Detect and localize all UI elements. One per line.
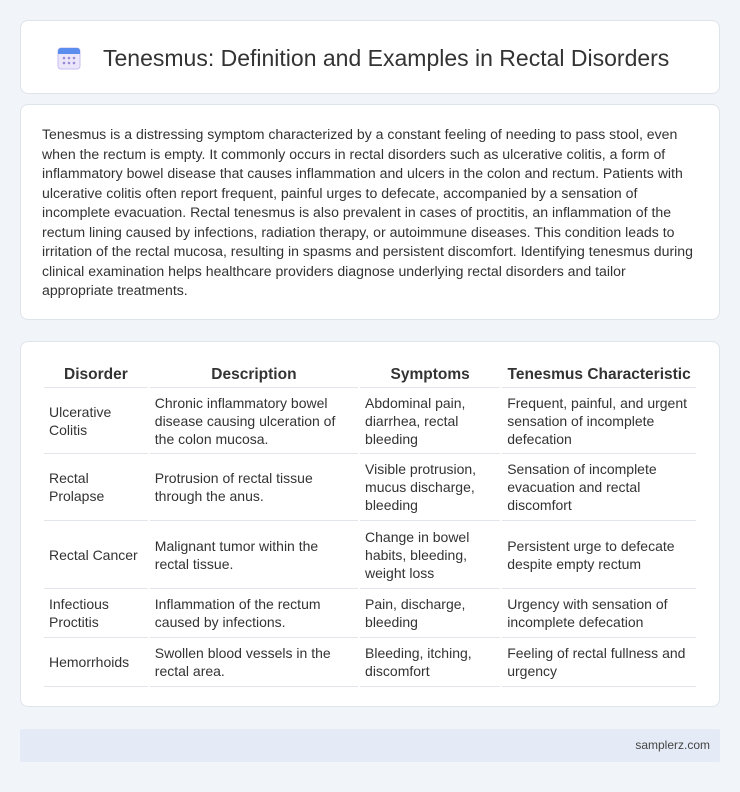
table-card (20, 341, 720, 707)
cell-disorder: Ulcerative Colitis (44, 388, 148, 454)
footer-bar (20, 729, 720, 762)
cell-description: Malignant tumor within the rectal tissue. (150, 521, 358, 589)
cell-disorder: Hemorrhoids (44, 638, 148, 687)
cell-symptoms: Visible protrusion, mucus discharge, bleeding (360, 454, 500, 521)
cell-symptoms: Change in bowel habits, bleeding, weight loss (360, 521, 500, 589)
cell-disorder: Rectal Prolapse (44, 454, 148, 521)
column-header-disorder: Disorder (44, 362, 148, 388)
table-row (44, 521, 696, 589)
table-row (44, 388, 696, 454)
cell-description: Swollen blood vessels in the rectal area. (150, 638, 358, 687)
cell-description: Inflammation of the rectum caused by infections. (150, 589, 358, 638)
cell-tenesmus: Sensation of incomplete evacuation and rectal discomfort (502, 454, 696, 521)
cell-symptoms: Abdominal pain, diarrhea, rectal bleeding (360, 388, 500, 454)
column-header-tenesmus: Tenesmus Characteristic (502, 362, 696, 388)
cell-tenesmus: Frequent, painful, and urgent sensation of incomplete defecation (502, 388, 696, 454)
table-header-row (44, 362, 696, 388)
intro-paragraph: Tenesmus is a distressing symptom characterized by a constant feeling of needing to pass stool, even when the rectum is empty. It commonly occurs in rectal disorders such as ulcerative colitis, a form of inflammatory bowel disease that causes inflammation and ulcers in the colon and rectum. Patients with ulcerative colitis often report frequent, painful urges to defecate, accompanied by a sensation of incomplete evacuation. Rectal tenesmus is also prevalent in cases of proctitis, an inflammation of the rectum lining caused by infections, radiation therapy, or autoimmune diseases. This condition leads to irritation of the rectal mucosa, resulting in spasms and persistent discomfort. Identifying tenesmus during clinical examination helps healthcare providers diagnose underlying rectal disorders and tailor appropriate treatments. (42, 126, 693, 298)
cell-description: Chronic inflammatory bowel disease causing ulceration of the colon mucosa. (150, 388, 358, 454)
footer-site-link[interactable]: samplerz.com (635, 738, 710, 752)
table-row (44, 589, 696, 638)
calendar-icon (56, 45, 82, 71)
cell-symptoms: Bleeding, itching, discomfort (360, 638, 500, 687)
column-header-description: Description (150, 362, 358, 388)
table-row (44, 638, 696, 687)
cell-description: Protrusion of rectal tissue through the anus. (150, 454, 358, 521)
page-title: Tenesmus: Definition and Examples in Rectal Disorders (103, 45, 670, 71)
column-header-symptoms: Symptoms (360, 362, 500, 388)
cell-tenesmus: Urgency with sensation of incomplete defecation (502, 589, 696, 638)
table-row (44, 454, 696, 521)
intro-card (20, 104, 720, 320)
cell-tenesmus: Feeling of rectal fullness and urgency (502, 638, 696, 687)
cell-symptoms: Pain, discharge, bleeding (360, 589, 500, 638)
title-card (20, 20, 720, 94)
cell-tenesmus: Persistent urge to defecate despite empty rectum (502, 521, 696, 589)
cell-disorder: Infectious Proctitis (44, 589, 148, 638)
cell-disorder: Rectal Cancer (44, 521, 148, 589)
disorders-table (42, 362, 698, 687)
